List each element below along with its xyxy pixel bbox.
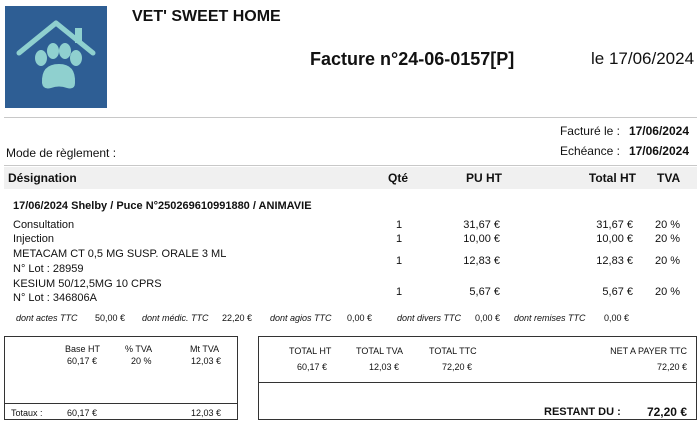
table-row-lot: N° Lot : 28959 [13,263,84,275]
invoice-number: Facture n°24-06-0157[P] [310,49,515,69]
table-row-qty: 1 [396,219,403,231]
table-row-tva: 20 % [655,233,681,245]
total-ht-value: 60,17 € [297,362,328,372]
vat-totals-amount: 12,03 € [191,408,222,418]
table-row-tva: 20 % [655,255,681,267]
invoiced-date: 17/06/2024 [628,124,689,138]
meta-divider [4,165,697,166]
vat-base-value: 60,17 € [67,356,98,366]
table-row-label: Consultation [13,219,75,231]
house-paw-logo-icon [5,6,107,108]
vat-totals-base: 60,17 € [67,408,98,418]
vat-amount-value: 12,03 € [191,356,222,366]
total-tva-value: 12,03 € [369,362,400,372]
subtotal-misc-value: 0,00 € [474,313,500,323]
col-total-ht: Total HT [588,171,636,185]
subtotal-discounts-value: 0,00 € [603,313,629,323]
clinic-logo [5,6,107,108]
table-row-pu: 5,67 € [469,286,500,298]
vat-rate-header: % TVA [125,344,153,354]
table-row-total: 12,83 € [596,255,633,267]
invoiced-label: Facturé le : [559,124,620,138]
clinic-name: VET' SWEET HOME [132,8,281,25]
total-ttc-header: TOTAL TTC [429,346,477,356]
col-qty: Qté [388,171,409,185]
table-row-label: Injection [13,233,54,245]
vat-totals-label: Totaux : [11,408,43,418]
subtotal-agios-value: 0,00 € [346,313,372,323]
table-row-tva: 20 % [655,286,681,298]
subtotal-discounts-label: dont remises TTC [514,313,586,323]
subtotal-agios-label: dont agios TTC [270,313,332,323]
net-to-pay-header: NET A PAYER TTC [610,346,687,356]
due-date: 17/06/2024 [628,144,689,158]
vat-amount-header: Mt TVA [190,344,220,354]
table-row-qty: 1 [396,255,403,267]
payment-mode-label: Mode de règlement : [6,146,117,160]
table-row-label: METACAM CT 0,5 MG SUSP. ORALE 3 ML [13,248,227,260]
total-tva-header: TOTAL TVA [356,346,404,356]
table-row-total: 5,67 € [602,286,633,298]
subtotal-meds-value: 22,20 € [221,313,252,323]
total-ttc-value: 72,20 € [442,362,473,372]
vat-rate-value: 20 % [131,356,152,366]
vat-totals-divider [5,403,237,404]
totals-box [258,336,697,420]
remaining-due-label: RESTANT DU : [544,406,621,418]
table-row-total: 10,00 € [596,233,633,245]
remaining-due-value: 72,20 € [646,405,687,419]
header-divider [4,117,697,118]
section-title: 17/06/2024 Shelby / Puce N°250269610991880 / ANIMAVIE [13,200,312,212]
subtotal-misc-label: dont divers TTC [397,313,462,323]
table-row-qty: 1 [396,233,403,245]
vat-base-header: Base HT [65,344,101,354]
table-row-pu: 12,83 € [463,255,500,267]
subtotal-acts-label: dont actes TTC [16,313,78,323]
table-row-tva: 20 % [655,219,681,231]
table-row-qty: 1 [396,286,403,298]
table-row-label: KESIUM 50/12,5MG 10 CPRS [13,278,162,290]
vat-summary-box [4,336,238,420]
col-pu-ht: PU HT [466,171,502,185]
table-row-total: 31,67 € [596,219,633,231]
totals-divider [259,382,696,383]
invoice-date: le 17/06/2024 [591,49,695,68]
due-label: Echéance : [559,144,620,158]
col-tva: TVA [657,171,681,185]
subtotal-meds-label: dont médic. TTC [142,313,209,323]
net-to-pay-value: 72,20 € [656,362,687,372]
table-row-pu: 10,00 € [463,233,500,245]
col-designation: Désignation [8,171,77,185]
table-row-pu: 31,67 € [463,219,500,231]
total-ht-header: TOTAL HT [289,346,332,356]
subtotal-acts-value: 50,00 € [94,313,125,323]
table-row-lot: N° Lot : 346806A [13,292,97,304]
